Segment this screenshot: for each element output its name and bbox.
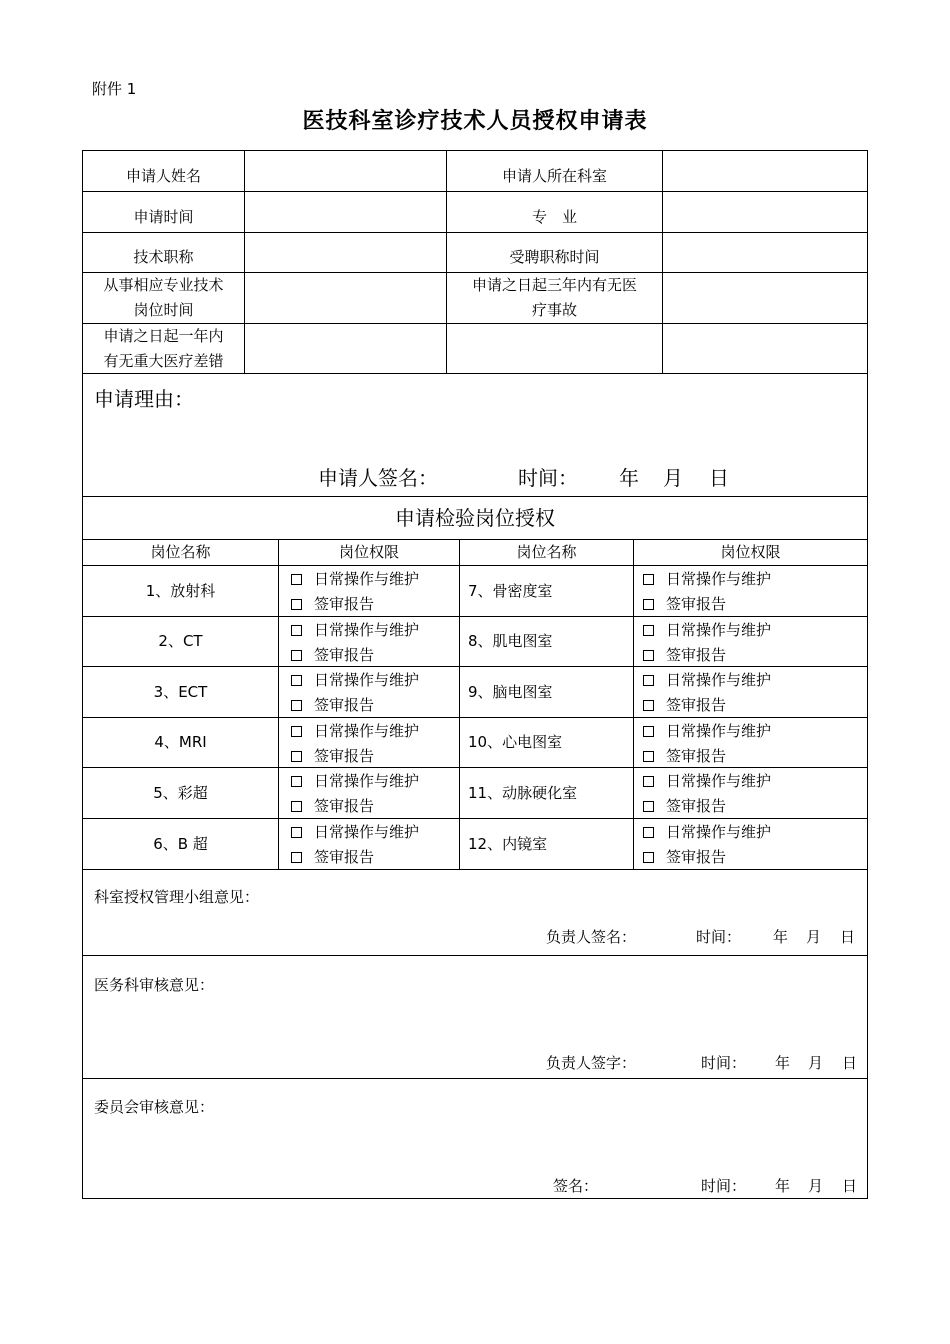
checkbox-ops[interactable] [643,726,654,737]
permission-options-right-2 [643,618,771,668]
checkbox-sign[interactable] [291,700,302,711]
reason-day: 日 [709,466,729,490]
one-year-error-line2: 有无重大医疗差错 [103,351,224,370]
option-label: 签审报告 [314,747,375,765]
reason-time-label: 时间： [518,466,578,490]
option-ops[interactable] [291,820,419,845]
tech-title-field[interactable] [245,233,446,272]
major-field[interactable] [663,192,867,232]
medical-opinion-label: 医务科审核意见： [94,976,215,994]
post-name-12: 12、内镜室 [468,834,548,853]
post-name-6: 6、B 超 [153,834,208,853]
checkbox-ops[interactable] [291,776,302,787]
option-ops[interactable] [643,769,771,794]
form-title: 医技科室诊疗技术人员授权申请表 [302,109,648,134]
permission-options-right-4 [643,719,771,769]
option-label: 日常操作与维护 [314,772,420,790]
post-name-3: 3、ECT [153,682,208,701]
three-year-accident-line1: 申请之日起三年内有无医 [471,276,637,294]
checkbox-sign[interactable] [291,650,302,661]
option-label: 签审报告 [666,848,727,866]
option-sign[interactable] [291,744,419,769]
post-name-4: 4、MRI [154,733,207,751]
option-label: 日常操作与维护 [666,772,772,790]
medical-opinion-field[interactable] [83,998,867,1048]
checkbox-ops[interactable] [643,675,654,686]
checkbox-sign[interactable] [643,599,654,610]
option-sign[interactable] [291,794,419,819]
one-year-error-extra-1[interactable] [447,324,662,373]
post-name-11: 11、动脉硬化室 [468,783,578,802]
dept-month: 月 [806,928,822,946]
option-sign[interactable] [291,592,419,617]
post-time-label-line1: 从事相应专业技术 [103,276,224,294]
checkbox-ops[interactable] [643,625,654,636]
post-name-1: 1、放射科 [145,581,216,600]
medical-time-label: 时间： [701,1054,747,1072]
option-sign[interactable] [643,744,771,769]
permission-options-right-5 [643,769,771,819]
option-label: 日常操作与维护 [314,570,420,588]
checkbox-sign[interactable] [643,700,654,711]
permission-options-left-5 [291,769,419,819]
apply-time-label: 申请时间 [133,208,194,226]
post-name-2: 2、CT [158,632,203,650]
checkbox-sign[interactable] [291,599,302,610]
option-ops[interactable] [643,618,771,643]
header-permission-left: 岗位权限 [338,543,399,561]
header-post-name-left: 岗位名称 [150,543,211,561]
committee-year: 年 [775,1177,791,1195]
option-ops[interactable] [291,567,419,592]
checkbox-ops[interactable] [291,625,302,636]
header-post-name-right: 岗位名称 [516,543,577,561]
checkbox-ops[interactable] [291,827,302,838]
committee-signature-label: 签名： [553,1177,599,1195]
reason-signature-label: 申请人签名： [318,466,438,490]
reason-month: 月 [663,466,683,490]
reason-year: 年 [619,466,639,490]
permission-options-left-3 [291,668,419,718]
permission-options-right-3 [643,668,771,718]
option-label: 日常操作与维护 [314,671,420,689]
dept-opinion-field[interactable] [83,908,867,924]
applicant-dept-field[interactable] [663,151,867,191]
apply-time-field[interactable] [245,192,446,232]
option-label: 日常操作与维护 [314,621,420,639]
option-ops[interactable] [643,820,771,845]
committee-opinion-label: 委员会审核意见： [94,1098,215,1116]
applicant-name-field[interactable] [245,151,446,191]
medical-signature-label: 负责人签字： [546,1054,637,1072]
option-sign[interactable] [643,693,771,718]
medical-year: 年 [775,1054,791,1072]
three-year-accident-line2: 疗事故 [531,301,577,319]
post-time-label-line2: 岗位时间 [133,301,194,319]
option-ops[interactable] [643,567,771,592]
option-sign[interactable] [643,643,771,668]
option-label: 签审报告 [314,595,375,613]
option-sign[interactable] [643,794,771,819]
permission-options-right-6 [643,820,771,870]
option-label: 签审报告 [666,696,727,714]
checkbox-sign[interactable] [643,801,654,812]
title-hire-time-field[interactable] [663,233,867,272]
option-label: 日常操作与维护 [666,823,772,841]
option-sign[interactable] [643,845,771,870]
checkbox-sign[interactable] [643,751,654,762]
option-label: 日常操作与维护 [314,823,420,841]
permission-options-left-6 [291,820,419,870]
checkbox-sign[interactable] [291,852,302,863]
reason-label: 申请理由： [94,387,194,411]
permission-options-left-1 [291,567,419,617]
medical-month: 月 [808,1054,824,1072]
post-name-7: 7、骨密度室 [468,581,553,600]
attachment-label: 附件 1 [92,80,137,98]
post-name-10: 10、心电图室 [468,733,563,751]
dept-day: 日 [840,928,856,946]
option-label: 签审报告 [666,797,727,815]
authorization-heading: 申请检验岗位授权 [395,505,555,530]
permission-options-left-4 [291,719,419,769]
checkbox-sign[interactable] [291,801,302,812]
committee-time-label: 时间： [701,1177,747,1195]
option-label: 日常操作与维护 [666,722,772,740]
option-sign[interactable] [291,693,419,718]
reason-field[interactable] [83,410,867,455]
tech-title-label: 技术职称 [133,248,194,266]
checkbox-sign[interactable] [643,650,654,661]
checkbox-ops[interactable] [291,574,302,585]
post-name-5: 5、彩超 [153,783,208,802]
option-label: 签审报告 [314,646,375,664]
major-label: 专 业 [531,208,577,226]
option-label: 签审报告 [666,646,727,664]
option-ops[interactable] [643,719,771,744]
post-time-label [83,273,244,323]
dept-year: 年 [773,928,789,946]
option-sign[interactable] [291,643,419,668]
checkbox-ops[interactable] [291,675,302,686]
option-label: 签审报告 [666,747,727,765]
checkbox-ops[interactable] [291,726,302,737]
checkbox-ops[interactable] [643,574,654,585]
post-name-8: 8、肌电图室 [468,632,553,650]
checkbox-ops[interactable] [643,827,654,838]
option-sign[interactable] [291,845,419,870]
option-ops[interactable] [291,719,419,744]
committee-day: 日 [842,1177,858,1195]
option-label: 签审报告 [666,595,727,613]
option-ops[interactable] [291,618,419,643]
option-label: 日常操作与维护 [666,671,772,689]
checkbox-sign[interactable] [291,751,302,762]
dept-opinion-label: 科室授权管理小组意见： [94,888,260,906]
post-time-field[interactable] [245,273,446,323]
dept-signature-label: 负责人签名： [546,928,637,946]
one-year-error-line1: 申请之日起一年内 [103,326,224,345]
committee-month: 月 [808,1177,824,1195]
option-label: 签审报告 [314,797,375,815]
header-permission-right: 岗位权限 [720,543,781,561]
permission-options-left-2 [291,618,419,668]
option-label: 签审报告 [314,696,375,714]
medical-day: 日 [842,1054,858,1072]
checkbox-ops[interactable] [643,776,654,787]
permission-options-right-1 [643,567,771,617]
title-hire-time-label: 受聘职称时间 [509,248,600,266]
option-label: 日常操作与维护 [666,570,772,588]
option-label: 日常操作与维护 [314,722,420,740]
one-year-error-extra-2[interactable] [663,324,867,373]
option-sign[interactable] [643,592,771,617]
committee-opinion-field[interactable] [83,1120,867,1170]
option-ops[interactable] [291,769,419,794]
post-name-9: 9、脑电图室 [468,682,553,701]
applicant-dept-label: 申请人所在科室 [501,167,607,185]
option-ops[interactable] [643,668,771,693]
applicant-name-label: 申请人姓名 [125,167,201,185]
three-year-accident-label [447,273,662,323]
one-year-error-label [83,324,244,373]
dept-time-label: 时间： [696,928,742,946]
option-ops[interactable] [291,668,419,693]
option-label: 签审报告 [314,848,375,866]
option-label: 日常操作与维护 [666,621,772,639]
three-year-accident-field[interactable] [663,273,867,323]
checkbox-sign[interactable] [643,852,654,863]
one-year-error-field[interactable] [245,324,446,373]
